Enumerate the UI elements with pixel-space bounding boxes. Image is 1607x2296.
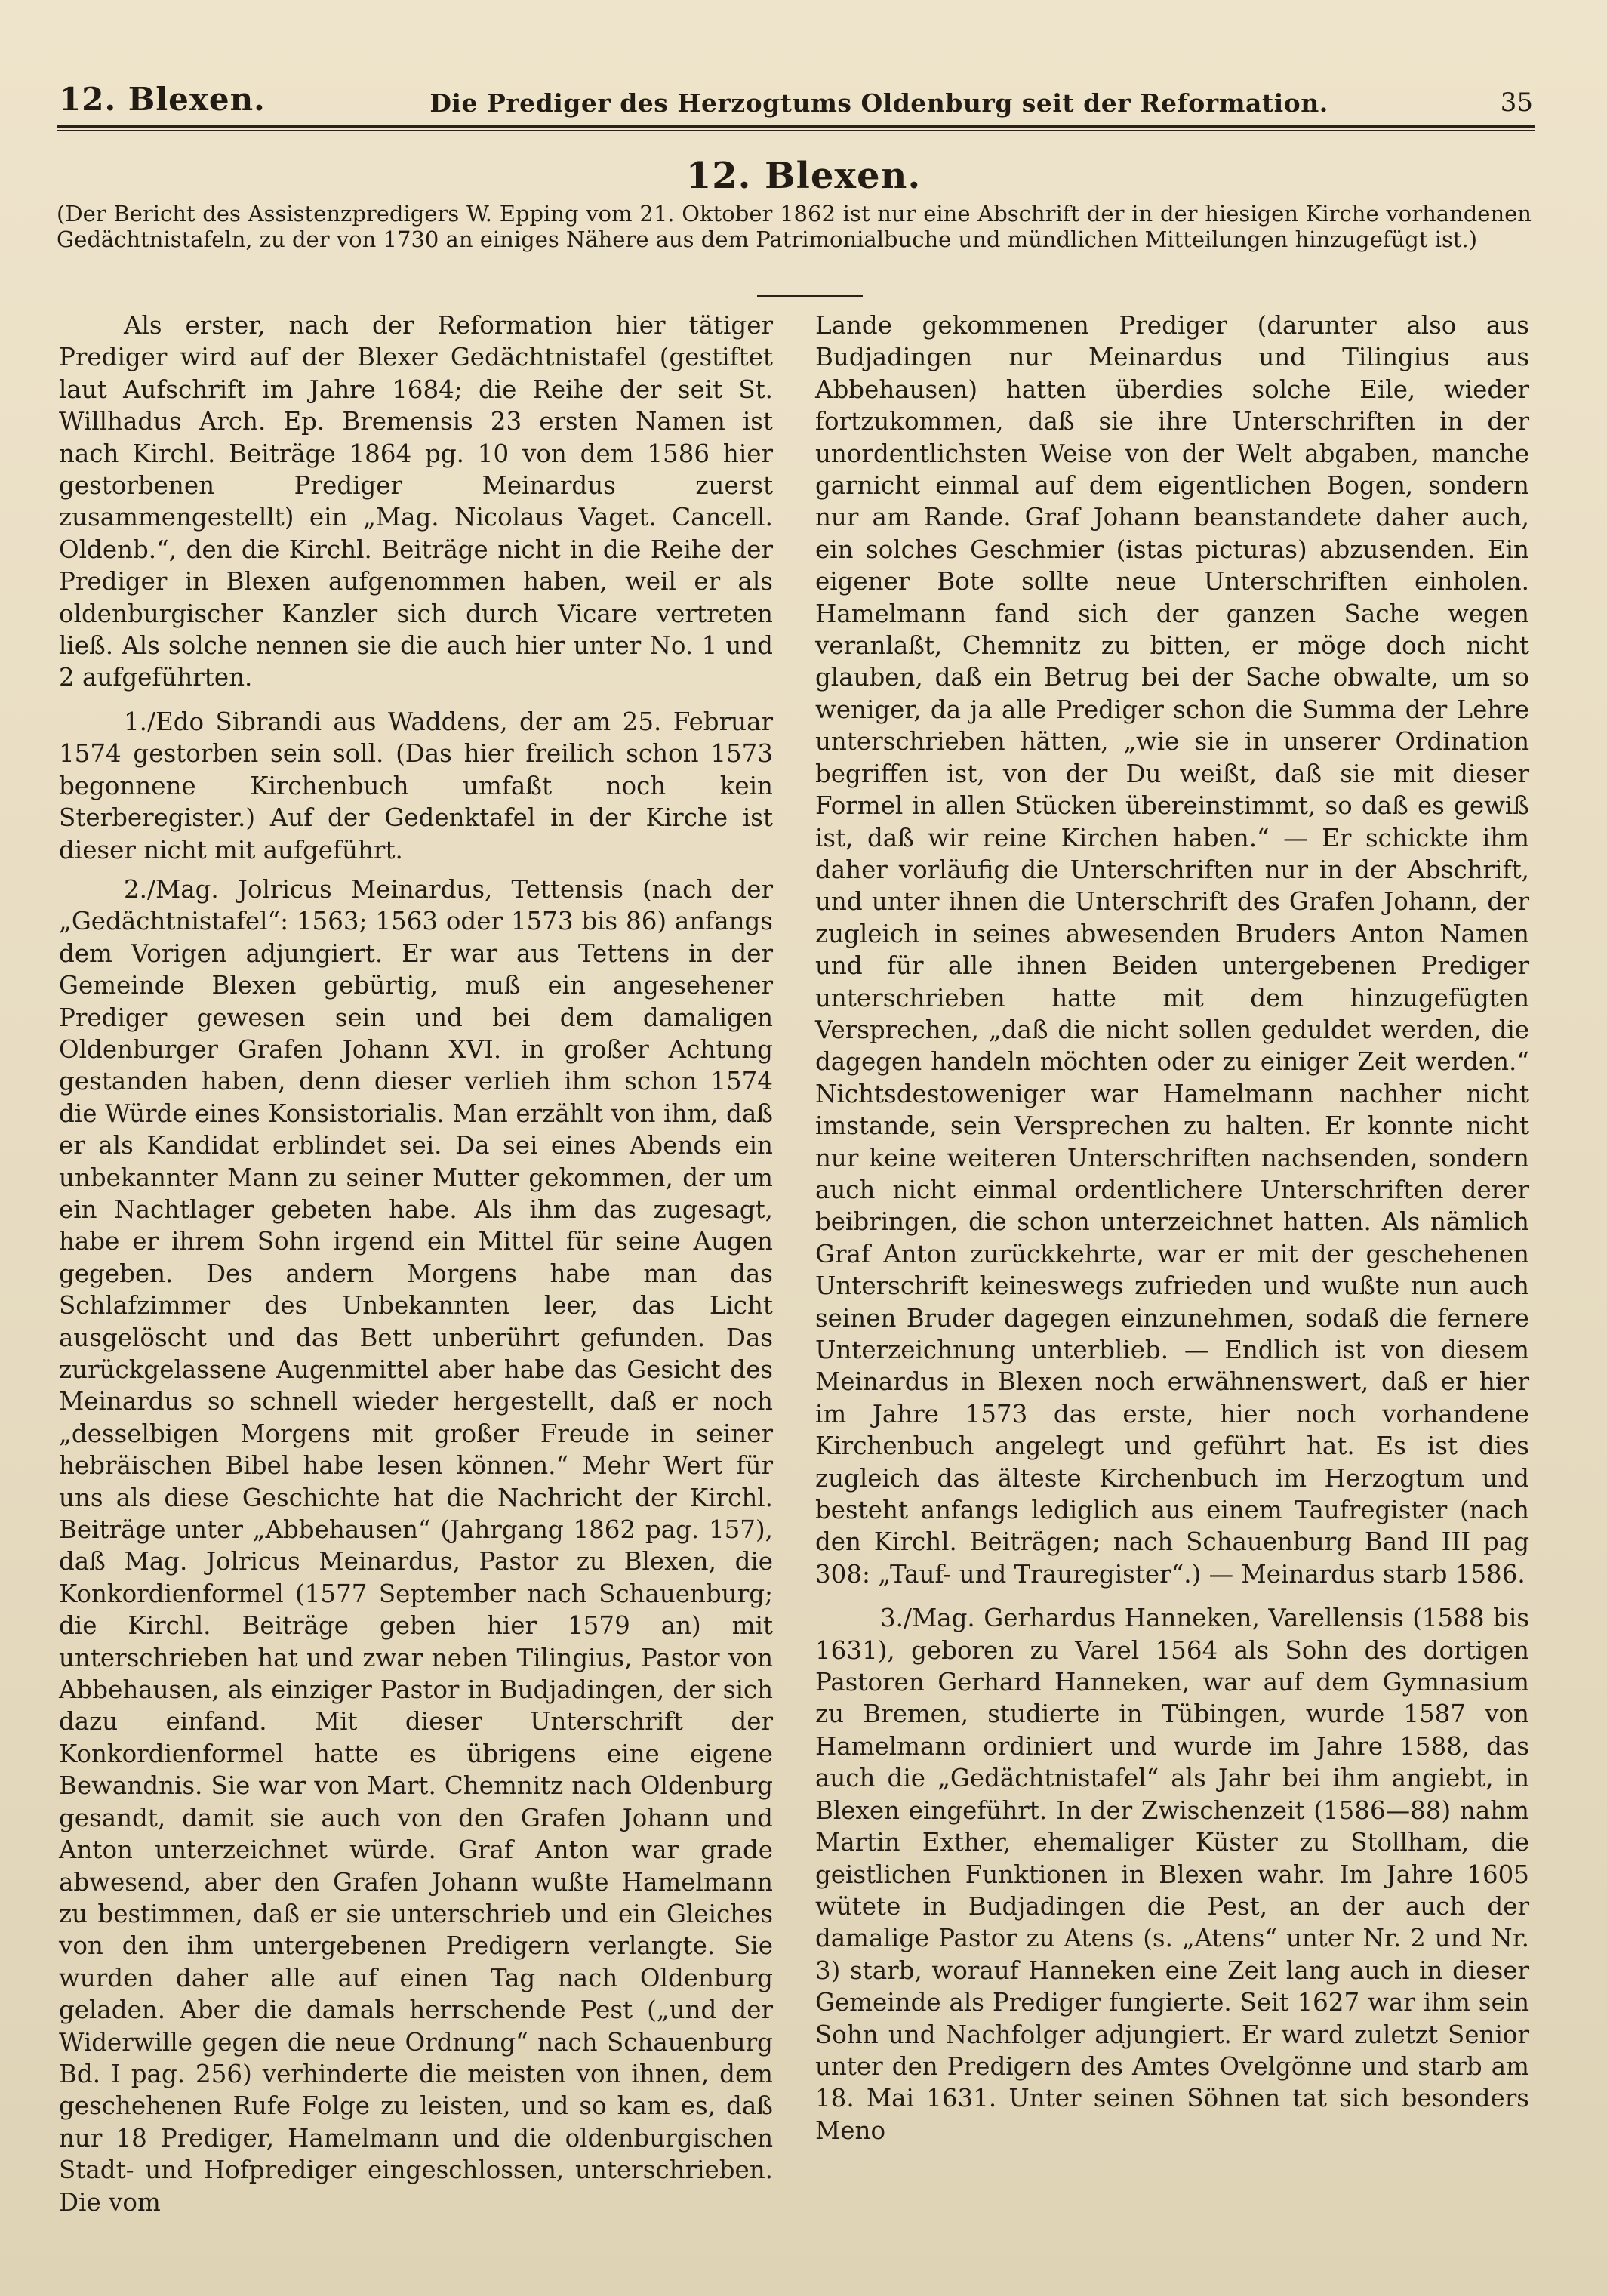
page-number: 35 — [1500, 88, 1533, 118]
paragraph: Lande gekommenen Prediger (darunter also aus Budjadingen nur Meinardus und Tilingius aus Abbehausen) hatten überdies solche Eile, wieder fortzukommen, daß sie ihre Unterschriften in der unordentlichsten Weise von der Welt abgaben, manche garnicht einmal auf dem eigentlichen Bogen, sondern nur am Rande. Graf Johann beanstandete daher auch, ein solches Geschmier (istas picturas) abzusenden. Ein eigener Bote sollte neue Unterschriften einholen. Hamelmann fand sich der ganzen Sache wegen veranlaßt, Chemnitz zu bitten, er möge doch nicht glauben, daß ein Betrug bei der Sache obwalte, um so weniger, da ja alle Prediger schon die Summa der Lehre unterschrieben hätten, „wie sie in unserer Ordination begriffen ist, von der Du weißt, daß sie mit dieser Formel in allen Stücken übereinstimmt, so daß es gewiß ist, daß wir reine Kirchen haben.“ — Er schickte ihm daher vorläufig die Unterschriften nur in der Abschrift, und unter ihnen die Unterschrift des Grafen Johann, der zugleich in seines abwesenden Bruders Anton Namen und für alle ihnen Beiden untergebenen Prediger unterschrieben hatte mit dem hinzugefügten Versprechen, „daß die nicht sollen geduldet werden, die dagegen handeln möchten oder zu einiger Zeit werden.“ Nichtsdestoweniger war Hamelmann nachher nicht imstande, sein Versprechen zu halten. Er konnte nicht nur keine weiteren Unterschriften nachsenden, sondern auch nicht einmal ordentlichere Unterschriften derer beibringen, die schon unterzeichnet hatten. Als nämlich Graf Anton zurückkehrte, war er mit der geschehenen Unterschrift keineswegs zufrieden und wußte nun auch seinen Bruder dagegen einzunehmen, sodaß die fernere Unterzeichnung unterblieb. — Endlich ist von diesem Meinardus in Blexen noch erwähnenswert, daß er hier im Jahre 1573 das erste, hier noch vorhandene Kirchenbuch angelegt und geführt hat. Es ist dies zugleich das älteste Kirchenbuch im Herzogtum und besteht anfangs lediglich aus einem Taufregister (nach den Kirchl. Beiträgen; nach Schauenburg Band III pag 308: „Tauf- und Trauregister“.) — Meinardus starb 1586. — [815, 311, 1529, 1589]
paragraph: 3./Mag. Gerhardus Hanneken, Varellensis (1588 bis 1631), geboren zu Varel 1564 als Sohn des dortigen Pastoren Gerhard Hanneken, war auf dem Gymnasium zu Bremen, studierte in Tübingen, wurde 1587 von Hamelmann ordiniert und wurde im Jahre 1588, das auch die „Gedächtnistafel“ als Jahr bei ihm angiebt, in Blexen eingeführt. In der Zwischenzeit (1586—88) nahm Martin Exther, ehemaliger Küster zu Stollham, die geistlichen Funktionen in Blexen wahr. Im Jahre 1605 wütete in Budjadingen die Pest, an der auch der damalige Pastor zu Atens (s. „Atens“ unter Nr. 2 und Nr. 3) starb, worauf Hanneken eine Zeit lang auch in dieser Gemeinde als Prediger fungierte. Seit 1627 war ihm sein Sohn und Nachfolger adjungiert. Er ward zuletzt Senior unter den Predigern des Amtes Ovelgönne und starb am 18. Mai 1631. Unter seinen Söhnen tat sich besonders Meno — [815, 1604, 1529, 2145]
intro-note: (Der Bericht des Assistenzpredigers W. Epping vom 21. Oktober 1862 ist nur eine Abschrift der in der hiesigen Kirche vorhandenen Gedächtnistafeln, zu der von 1730 an einiges Nähere aus dem Patrimonialbuche und mündlichen Mitteilungen hinzugefügt ist.) — [57, 201, 1532, 252]
paragraph: 2./Mag. Jolricus Meinardus, Tettensis (nach der „Gedächtnistafel“: 1563; 1563 oder 1573 bis 86) anfangs dem Vorigen adjungiert. Er war aus Tettens in der Gemeinde Blexen gebürtig, muß ein angesehener Prediger gewesen sein und bei dem damaligen Oldenburger Grafen Johann XVI. in großer Achtung gestanden haben, denn dieser verlieh ihm schon 1574 die Würde eines Konsistorialis. Man erzählt von ihm, daß er als Kandidat erblindet sei. Da sei eines Abends ein unbekannter Mann zu seiner Mutter gekommen, der um ein Nachtlager gebeten habe. Als ihm das zugesagt, habe er ihrem Sohn irgend ein Mittel für seine Augen gegeben. Des andern Morgens habe man das Schlafzimmer des Unbekannten leer, das Licht ausgelöscht und das Bett unberührt gefunden. Das zurückgelassene Augenmittel aber habe das Gesicht des Meinardus so schnell wieder hergestellt, daß er noch „desselbigen Morgens mit großer Freude in seiner hebräischen Bibel habe lesen können.“ Mehr Wert für uns als diese Geschichte hat die Nachricht der Kirchl. Beiträge unter „Abbehausen“ (Jahrgang 1862 pag. 157), daß Mag. Jolricus Meinardus, Pastor zu Blexen, die Konkordienformel (1577 September nach Schauenburg; die Kirchl. Beiträge geben hier 1579 an) mit unterschrieben hat und zwar neben Tilingius, Pastor von Abbehausen, als einziger Pastor in Budjadingen, der sich dazu einfand. Mit dieser Unterschrift der Konkordienformel hatte es übrigens eine eigene Bewandnis. Sie war von Mart. Chemnitz nach Oldenburg gesandt, damit sie auch von den Grafen Johann und Anton unterzeichnet würde. Graf Anton war grade abwesend, aber den Grafen Johann wußte Hamelmann zu bestimmen, daß er sie unterschrieb und ein Gleiches von den ihm untergebenen Predigern verlangte. Sie wurden daher alle auf einen Tag nach Oldenburg geladen. Aber die damals herrschende Pest („und der Widerwille gegen die neue Ordnung“ nach Schauenburg Bd. I pag. 256) verhinderte die meisten von ihnen, dem geschehenen Rufe Folge zu leisten, und so kam es, daß nur 18 Prediger, Hamelmann und die oldenburgischen Stadt- und Hofprediger eingeschlossen, unterschrieben. Die vom — [59, 874, 773, 2217]
header-book-title: Die Prediger des Herzogtums Oldenburg seit der Reformation. — [429, 88, 1328, 118]
section-divider — [757, 295, 863, 297]
header-rule-thin — [57, 130, 1535, 131]
left-column — [59, 310, 773, 2226]
paragraph: Als erster, nach der Reformation hier tätiger Prediger wird auf der Blexer Gedächtnistafel (gestiftet laut Aufschrift im Jahre 1684; die Reihe der seit St. Willhadus Arch. Ep. Bremensis 23 ersten Namen ist nach Kirchl. Beiträge 1864 pg. 10 von dem 1586 hier gestorbenen Prediger Meinardus zuerst zusammengestellt) ein „Mag. Nicolaus Vaget. Cancell. Oldenb.“, den die Kirchl. Beiträge nicht in die Reihe der Prediger in Blexen aufgenommen haben, weil er als oldenburgischer Kanzler sich durch Vicare vertreten ließ. Als solche nennen sie die auch hier unter No. 1 und 2 aufgeführten. — [59, 311, 773, 692]
header-rule — [57, 125, 1535, 128]
right-column — [815, 310, 1529, 2154]
section-title: 12. Blexen. — [685, 155, 922, 197]
running-header — [59, 59, 1533, 118]
header-left-title: 12. Blexen. — [59, 81, 266, 118]
paragraph: 1./Edo Sibrandi aus Waddens, der am 25. Februar 1574 gestorben sein soll. (Das hier freilich schon 1573 begonnene Kirchenbuch umfaßt noch kein Sterberegister.) Auf der Gedenktafel in der Kirche ist dieser nicht mit aufgeführt. — [59, 707, 773, 864]
